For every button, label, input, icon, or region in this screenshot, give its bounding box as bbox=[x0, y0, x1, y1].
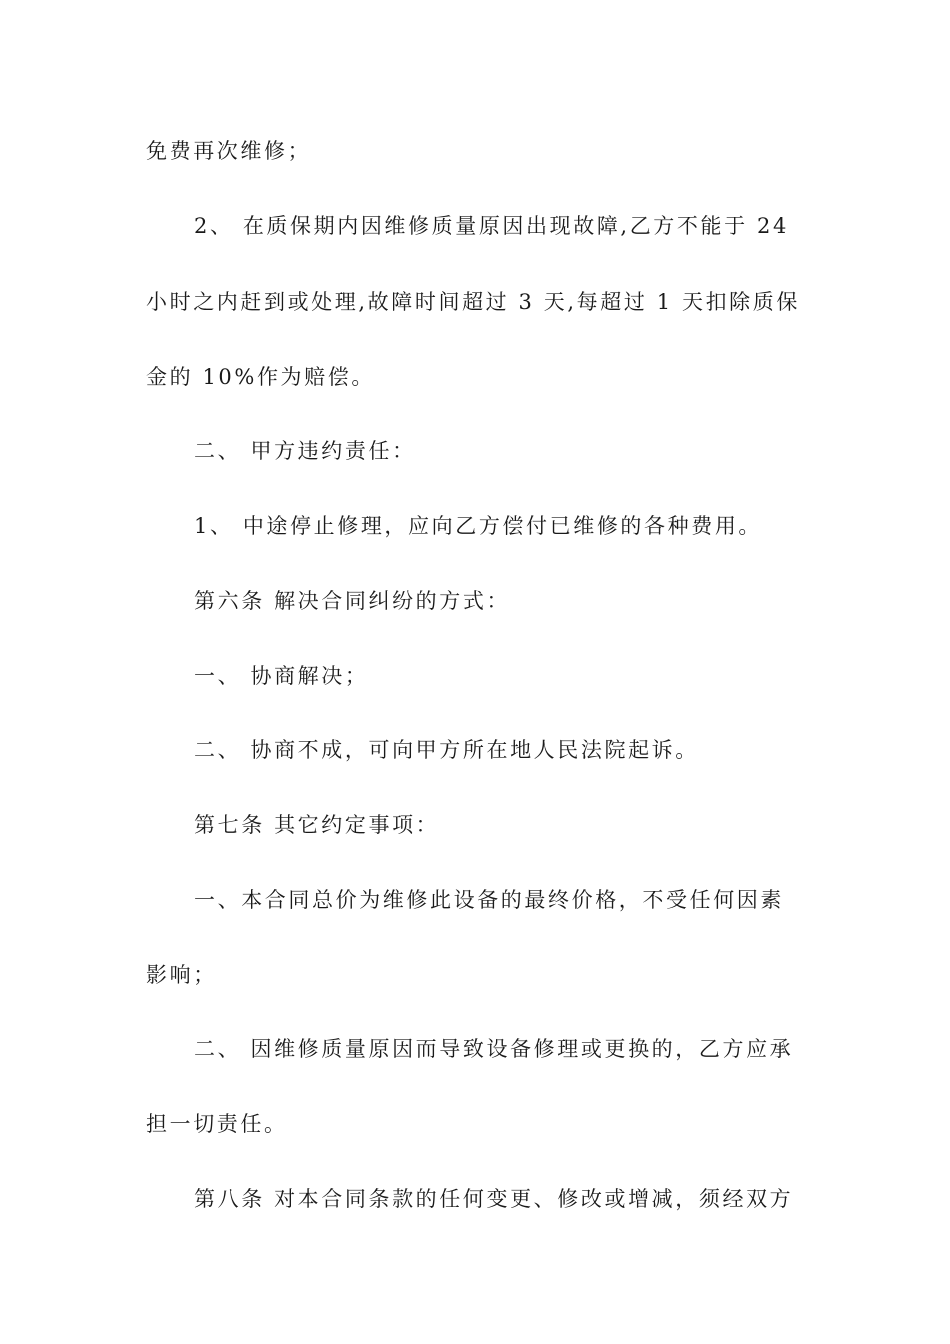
text-line: 金的 10%作为赔偿。 bbox=[146, 365, 375, 389]
section-heading: 第六条 解决合同纠纷的方式： bbox=[194, 589, 511, 613]
section-heading: 第八条 对本合同条款的任何变更、修改或增减，须经双方 bbox=[194, 1187, 794, 1211]
text-line: 二、 协商不成，可向甲方所在地人民法院起诉。 bbox=[194, 738, 699, 762]
text-line: 一、本合同总价为维修此设备的最终价格，不受任何因素 bbox=[194, 888, 784, 912]
text-line: 担一切责任。 bbox=[146, 1112, 288, 1136]
text-line: 2、 在质保期内因维修质量原因出现故障,乙方不能于 24 bbox=[194, 214, 789, 238]
text-line: 影响； bbox=[146, 963, 217, 987]
text-line: 免费再次维修； bbox=[146, 139, 312, 163]
text-line: 二、 甲方违约责任： bbox=[194, 439, 416, 463]
text-line: 小时之内赶到或处理,故障时间超过 3 天,每超过 1 天扣除质保 bbox=[146, 290, 800, 314]
text-line: 一、 协商解决； bbox=[194, 664, 369, 688]
text-line: 二、 因维修质量原因而导致设备修理或更换的，乙方应承 bbox=[194, 1037, 794, 1061]
text-line: 1、 中途停止修理，应向乙方偿付已维修的各种费用。 bbox=[194, 514, 763, 538]
section-heading: 第七条 其它约定事项： bbox=[194, 813, 440, 837]
